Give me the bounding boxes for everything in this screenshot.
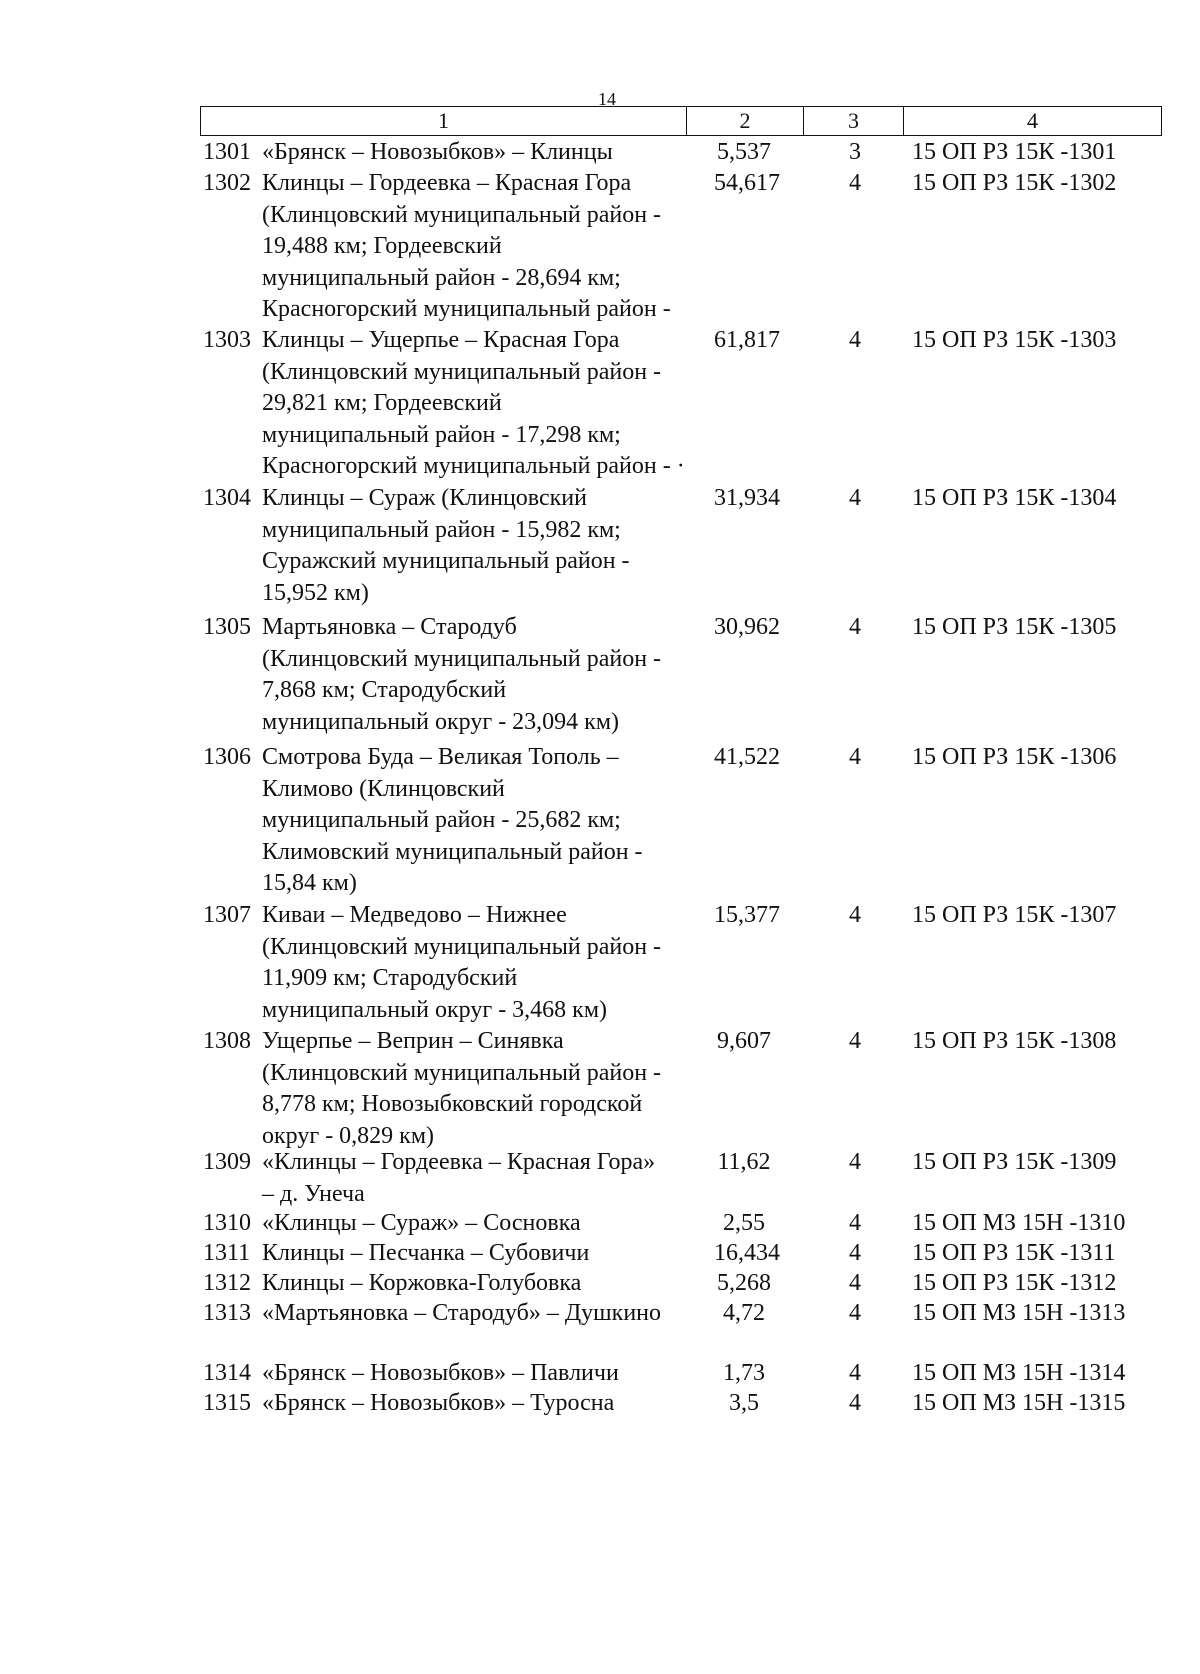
road-name-line: Клинцы – Песчанка – Субовичи	[262, 1240, 590, 1266]
road-name-line: Суражский муниципальный район -	[262, 548, 630, 574]
road-code: 15 ОП МЗ 15Н -1310	[912, 1210, 1126, 1236]
road-category: 4	[849, 1028, 861, 1054]
road-category: 3	[849, 139, 861, 165]
row-number: 1303	[203, 327, 251, 353]
road-category: 4	[849, 170, 861, 196]
road-length: 5,268	[717, 1270, 771, 1296]
road-name-line: Клинцы – Ущерпье – Красная Гора	[262, 327, 620, 353]
road-name-line: Киваи – Медведово – Нижнее	[262, 902, 567, 928]
road-name	[262, 900, 661, 1026]
road-name	[262, 1208, 581, 1240]
page-number: 14	[598, 89, 616, 109]
road-name-line: – д. Унеча	[262, 1180, 365, 1207]
road-name	[262, 1147, 655, 1210]
road-name-line: Мартьяновка – Стародуб	[262, 614, 517, 640]
row-number: 1315	[203, 1390, 251, 1416]
road-name-line: «Брянск – Новозыбков» – Клинцы	[262, 139, 613, 165]
road-name-line: Клинцы – Коржовка-Голубовка	[262, 1270, 582, 1296]
road-category: 4	[849, 1390, 861, 1416]
road-name-line: Климово (Клинцовский	[262, 775, 505, 802]
row-number: 1310	[203, 1210, 251, 1236]
road-category: 4	[849, 1240, 861, 1266]
header-col-2: 2	[687, 107, 804, 135]
road-name-line: 15,952 км)	[262, 579, 369, 606]
road-name-line: 11,909 км; Стародубский	[262, 965, 518, 991]
row-number: 1307	[203, 902, 251, 928]
road-length: 30,962	[714, 614, 780, 640]
road-length: 3,5	[729, 1390, 759, 1416]
road-name-line: «Брянск – Новозыбков» – Павличи	[262, 1360, 619, 1386]
row-number: 1304	[203, 485, 251, 511]
road-name	[262, 612, 661, 738]
road-name-line: 29,821 км; Гордеевский	[262, 390, 502, 416]
road-category: 4	[849, 485, 861, 511]
road-name-line: Смотрова Буда – Великая Тополь –	[262, 744, 619, 770]
road-code: 15 ОП РЗ 15К -1312	[912, 1270, 1117, 1296]
header-col-1: 1	[201, 107, 687, 135]
road-length: 1,73	[723, 1360, 765, 1386]
road-name-line: муниципальный район - 28,694 км;	[262, 264, 621, 291]
row-number: 1313	[203, 1300, 251, 1326]
row-number: 1309	[203, 1149, 251, 1175]
road-name-line: муниципальный округ - 3,468 км)	[262, 996, 608, 1023]
road-length: 61,817	[714, 327, 780, 353]
road-category: 4	[849, 1210, 861, 1236]
road-category: 4	[849, 902, 861, 928]
road-name-line: Климовский муниципальный район -	[262, 838, 643, 865]
road-name-line: 8,778 км; Новозыбковский городской	[262, 1091, 643, 1117]
road-category: 4	[849, 1300, 861, 1326]
road-code: 15 ОП РЗ 15К -1308	[912, 1028, 1117, 1054]
road-category: 4	[849, 744, 861, 770]
road-name-line: Клинцы – Гордеевка – Красная Гора	[262, 170, 632, 196]
road-name-line: (Клинцовский муниципальный район -	[262, 933, 662, 960]
road-code: 15 ОП РЗ 15К -1302	[912, 170, 1117, 196]
road-name-line: Ущерпье – Веприн – Синявка	[262, 1028, 564, 1054]
road-code: 15 ОП РЗ 15К -1306	[912, 744, 1117, 770]
road-code: 15 ОП РЗ 15К -1304	[912, 485, 1117, 511]
road-name	[262, 1238, 589, 1270]
road-category: 4	[849, 1149, 861, 1175]
road-name	[262, 1026, 661, 1152]
row-number: 1306	[203, 744, 251, 770]
road-name	[262, 483, 630, 609]
road-length: 41,522	[714, 744, 780, 770]
road-name-line: (Клинцовский муниципальный район -	[262, 358, 662, 385]
road-name	[262, 137, 613, 169]
road-category: 4	[849, 1270, 861, 1296]
road-name-line: муниципальный район - 25,682 км;	[262, 807, 621, 833]
road-name-line: муниципальный район - 15,982 км;	[262, 516, 621, 543]
road-length: 31,934	[714, 485, 780, 511]
row-number: 1302	[203, 170, 251, 196]
road-category: 4	[849, 614, 861, 640]
road-code: 15 ОП РЗ 15К -1309	[912, 1149, 1117, 1175]
road-code: 15 ОП РЗ 15К -1301	[912, 139, 1117, 165]
road-name-line: Красногорский муниципальный район -	[262, 296, 671, 322]
road-length: 15,377	[714, 902, 780, 928]
road-code: 15 ОП РЗ 15К -1305	[912, 614, 1117, 640]
road-code: 15 ОП РЗ 15К -1307	[912, 902, 1117, 928]
road-length: 54,617	[714, 170, 780, 196]
road-name-line: (Клинцовский муниципальный район -	[262, 201, 662, 228]
road-name-line: 19,488 км; Гордеевский	[262, 233, 502, 259]
road-code: 15 ОП РЗ 15К -1303	[912, 327, 1117, 353]
road-name-line: округ - 0,829 км)	[262, 1122, 435, 1149]
road-category: 4	[849, 1360, 861, 1386]
road-name-line: «Клинцы – Гордеевка – Красная Гора»	[262, 1149, 656, 1175]
road-name-line: «Мартьяновка – Стародуб» – Душкино	[262, 1300, 662, 1326]
header-col-4: 4	[1027, 108, 1038, 133]
row-number: 1311	[203, 1240, 251, 1266]
road-length: 11,62	[717, 1149, 771, 1175]
road-name-line: (Клинцовский муниципальный район -	[262, 645, 662, 672]
road-name	[262, 1388, 614, 1420]
road-length: 4,72	[723, 1300, 765, 1326]
road-length: 16,434	[714, 1240, 780, 1266]
road-code: 15 ОП МЗ 15Н -1313	[912, 1300, 1126, 1326]
road-name	[262, 1268, 581, 1300]
row-number: 1301	[203, 139, 251, 165]
road-name-line: Красногорский муниципальный район - ·	[262, 453, 685, 479]
road-length: 5,537	[717, 139, 771, 165]
road-name-line: «Брянск – Новозыбков» – Туросна	[262, 1390, 615, 1416]
road-name-line: Клинцы – Сураж (Клинцовский	[262, 485, 587, 511]
road-length: 9,607	[717, 1028, 771, 1054]
road-name	[262, 1358, 619, 1390]
row-number: 1314	[203, 1360, 251, 1386]
road-category: 4	[849, 327, 861, 353]
road-name	[262, 1298, 661, 1330]
row-number: 1312	[203, 1270, 251, 1296]
road-name-line: 7,868 км; Стародубский	[262, 677, 507, 703]
road-name-line: муниципальный округ - 23,094 км)	[262, 708, 620, 735]
road-code: 15 ОП РЗ 15К -1311	[912, 1240, 1116, 1266]
road-name-line: 15,84 км)	[262, 870, 357, 896]
header-col-3: 3	[804, 107, 904, 135]
road-name-line: (Клинцовский муниципальный район -	[262, 1059, 662, 1086]
road-length: 2,55	[723, 1210, 765, 1236]
road-name	[262, 168, 671, 326]
road-code: 15 ОП МЗ 15Н -1315	[912, 1390, 1126, 1416]
row-number: 1308	[203, 1028, 251, 1054]
road-code: 15 ОП МЗ 15Н -1314	[912, 1360, 1126, 1386]
road-name	[262, 325, 685, 483]
row-number: 1305	[203, 614, 251, 640]
road-name	[262, 742, 643, 900]
road-name-line: «Клинцы – Сураж» – Сосновка	[262, 1210, 581, 1236]
road-name-line: муниципальный район - 17,298 км;	[262, 421, 621, 448]
